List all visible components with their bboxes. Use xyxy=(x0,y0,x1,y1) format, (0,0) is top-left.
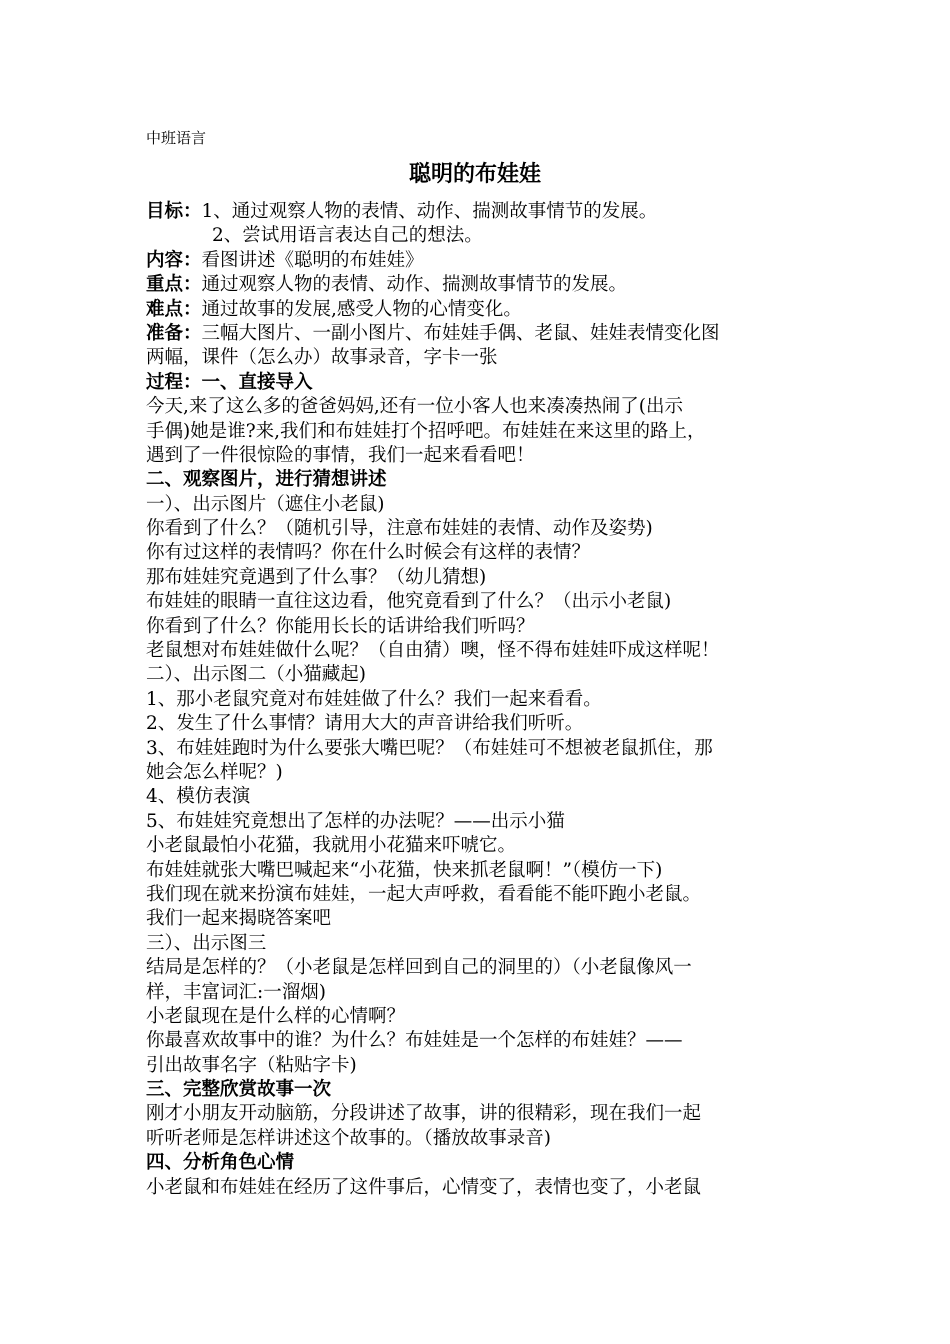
goal-item-2: 2、尝试用语言表达自己的想法。 xyxy=(212,225,483,247)
paragraph-line: 布娃娃就张大嘴巴喊起来“小花猫，快来抓老鼠啊！”（模仿一下) xyxy=(146,859,663,881)
prep-label: 准备： xyxy=(146,322,202,344)
paragraph-line: 刚才小朋友开动脑筋，分段讲述了故事，讲的很精彩，现在我们一起 xyxy=(146,1103,702,1125)
goal-line-1 xyxy=(146,200,816,224)
paragraph-line: 我们一起来揭晓答案吧 xyxy=(146,908,332,930)
paragraph-line: 遇到了一件很惊险的事情，我们一起来看看吧！ xyxy=(146,444,535,466)
key-point-label: 重点： xyxy=(146,274,202,296)
paragraph-line: 一）、出示图片（遮住小老鼠) xyxy=(146,493,385,515)
paragraph-line: 4、模仿表演 xyxy=(146,786,251,808)
paragraph-line: 引出故事名字（粘贴字卡) xyxy=(146,1054,357,1076)
paragraph-line: 她会怎么样呢？) xyxy=(146,761,283,783)
content-label: 内容： xyxy=(146,249,202,271)
process-heading-line xyxy=(146,371,816,395)
paragraph-line: 手偶)她是谁?来,我们和布娃娃打个招呼吧。布娃娃在来这里的路上， xyxy=(146,420,706,442)
prep-line-2 xyxy=(146,346,816,370)
paragraph-line: 老鼠想对布娃娃做什么呢？（自由猜）噢，怪不得布娃娃吓成这样呢！ xyxy=(146,640,720,662)
paragraph-line: 你看到了什么？你能用长长的话讲给我们听吗？ xyxy=(146,615,535,637)
paragraph-line: 三）、出示图三 xyxy=(146,932,267,954)
paragraph-line: 今天,来了这么多的爸爸妈妈,还有一位小客人也来凑凑热闹了(出示 xyxy=(146,396,683,418)
paragraph-line: 小老鼠现在是什么样的心情啊？ xyxy=(146,1005,406,1027)
document-body xyxy=(146,200,816,1200)
key-point-text: 通过观察人物的表情、动作、揣测故事情节的发展。 xyxy=(201,274,628,296)
paragraph-line: 1、那小老鼠究竟对布娃娃做了什么？我们一起来看看。 xyxy=(146,688,602,710)
section-3-heading: 三、完整欣赏故事一次 xyxy=(146,1079,332,1101)
prep-text-2: 两幅，课件（怎么办）故事录音，字卡一张 xyxy=(146,347,498,369)
paragraph-line: 你看到了什么？（随机引导，注意布娃娃的表情、动作及姿势) xyxy=(146,518,653,540)
paragraph-line: 听听老师是怎样讲述这个故事的。（播放故事录音) xyxy=(146,1127,551,1149)
section-1-heading: 一、直接导入 xyxy=(201,371,313,393)
paragraph-line: 5、布娃娃究竟想出了怎样的办法呢？——出示小猫 xyxy=(146,810,565,832)
paragraph-line: 2、发生了什么事情？请用大大的声音讲给我们听听。 xyxy=(146,713,584,735)
paragraph-line: 我们现在就来扮演布娃娃，一起大声呼救，看看能不能吓跑小老鼠。 xyxy=(146,883,702,905)
difficulty-text: 通过故事的发展,感受人物的心情变化。 xyxy=(201,298,522,320)
content-line xyxy=(146,249,816,273)
paragraph-line: 小老鼠和布娃娃在经历了这件事后，心情变了，表情也变了，小老鼠 xyxy=(146,1176,702,1198)
paragraph-line: 小老鼠最怕小花猫，我就用小花猫来吓唬它。 xyxy=(146,835,517,857)
paragraph-line: 3、布娃娃跑时为什么要张大嘴巴呢？（布娃娃可不想被老鼠抓住，那 xyxy=(146,737,713,759)
paragraph-line: 结局是怎样的？（小老鼠是怎样回到自己的洞里的）（小老鼠像风一 xyxy=(146,957,692,979)
course-label: 中班语言 xyxy=(146,129,207,147)
paragraph-line: 你有过这样的表情吗？你在什么时候会有这样的表情？ xyxy=(146,542,591,564)
paragraph-line: 布娃娃的眼睛一直往这边看，他究竟看到了什么？（出示小老鼠) xyxy=(146,591,672,613)
goal-line-2 xyxy=(146,224,816,248)
difficulty-line xyxy=(146,298,816,322)
content-text: 看图讲述《聪明的布娃娃》 xyxy=(201,249,424,271)
section-4-heading: 四、分析角色心情 xyxy=(146,1152,295,1174)
prep-line-1 xyxy=(146,322,816,346)
process-label: 过程： xyxy=(146,371,202,393)
paragraph-line: 那布娃娃究竟遇到了什么事？（幼儿猜想) xyxy=(146,566,487,588)
key-point-line xyxy=(146,273,816,297)
prep-text-1: 三幅大图片、一副小图片、布娃娃手偶、老鼠、娃娃表情变化图 xyxy=(201,322,720,344)
page-title: 聪明的布娃娃 xyxy=(408,162,541,187)
difficulty-label: 难点： xyxy=(146,298,202,320)
paragraph-line: 二）、出示图二（小猫藏起) xyxy=(146,664,366,686)
section-2-heading: 二、观察图片，进行猜想讲述 xyxy=(146,469,387,491)
paragraph-line: 你最喜欢故事中的谁？为什么？布娃娃是一个怎样的布娃娃？—— xyxy=(146,1030,683,1052)
goal-label: 目标： xyxy=(146,201,202,222)
goal-item-1: 1、通过观察人物的表情、动作、揣测故事情节的发展。 xyxy=(201,201,658,222)
paragraph-line: 样，丰富词汇:一溜烟) xyxy=(146,981,326,1003)
